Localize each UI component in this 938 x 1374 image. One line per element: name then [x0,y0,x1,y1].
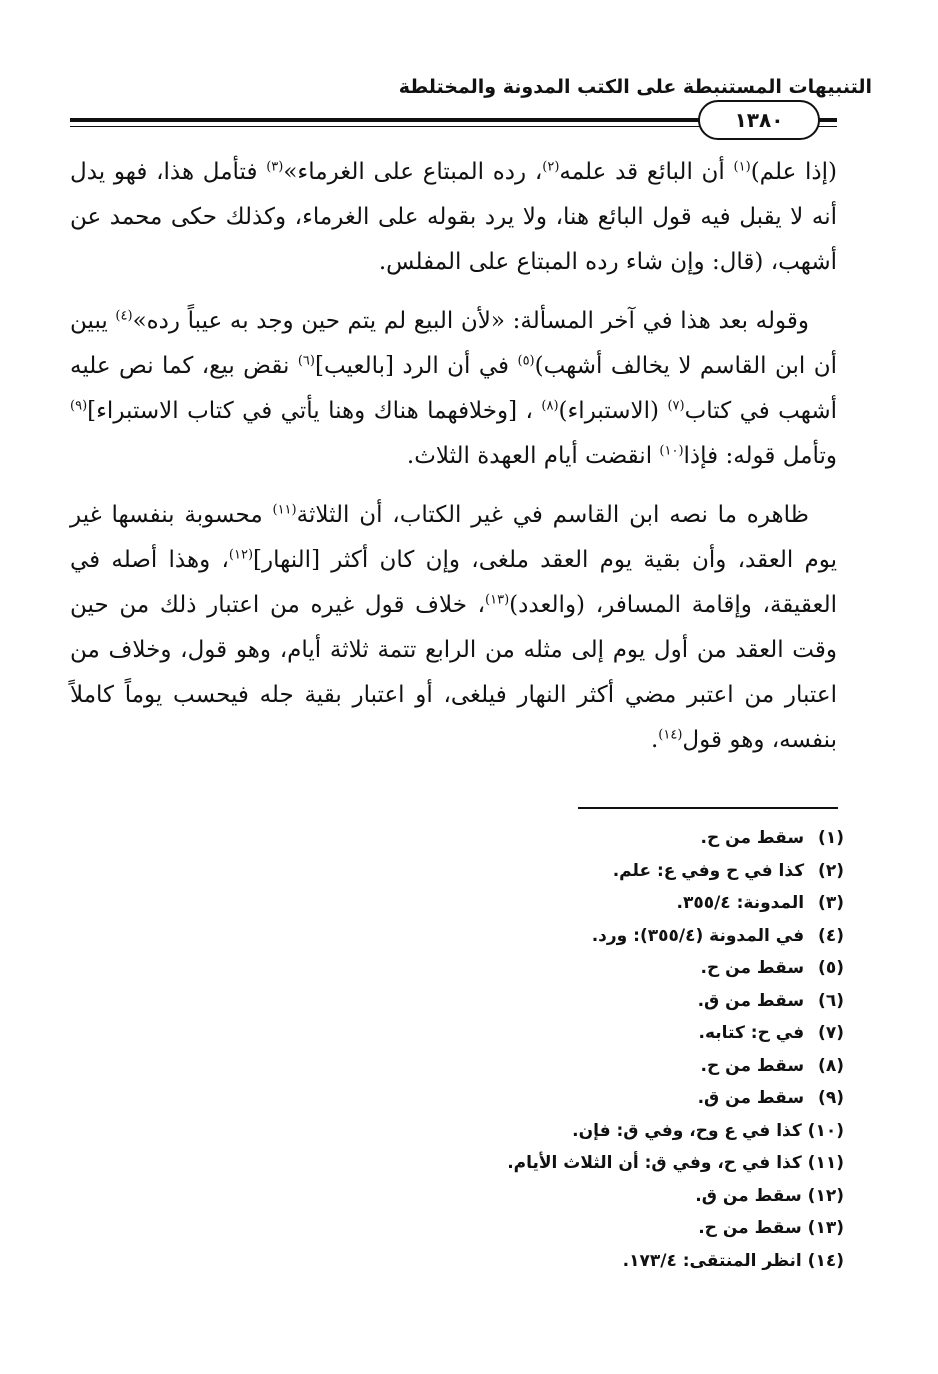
footnote-text: انظر المنتقى: ١٧٣/٤. [622,1250,808,1271]
running-title: التنبيهات المستنبطة على الكتب المدونة والمختلطة [398,76,872,98]
footnote-marker: (٣) [266,159,284,175]
footnote-text: سقط من ح. [700,828,810,848]
footnote-item [324,1245,844,1278]
footnote-marker: (١) [733,159,751,175]
text-run: ظاهره ما نصه ابن القاسم في غير الكتاب، أن الثلاثة [296,502,809,528]
footnote-marker: (٩) [70,398,88,414]
text-run: . [650,727,659,753]
footnote-text: كذا في ع وح، وفي ق: فإن. [572,1120,808,1141]
footnote-marker: (٨) [541,398,559,414]
footnote-marker: (١٣) [485,592,510,608]
footnote-marker: (١٠) [659,443,684,459]
text-run: في أن الرد [بالعيب] [314,353,518,379]
footnote-number: (١١) [807,1153,844,1173]
footnote-item [324,1017,844,1050]
footnote-item [324,920,844,953]
footnote-number: (٧) [818,1023,844,1043]
footnote-number: (٣) [818,893,844,913]
footnote-marker: (١٢) [228,547,254,563]
text-run: ، خلاف قول غيره من اعتبار ذلك من حين وقت العقد من أول يوم إلى مثله من الرابع تتمة ثلاثة أيام، وهو قول، وخلاف من اعتبار من اعتبر مضي أكثر النهار فيلغى، أو اعتبار بقية جله فيحسب يوماً كاملاً بنفسه، وهو قول [70,592,837,753]
footnote-text: سقط من ق. [695,1185,808,1206]
footnote-item [324,822,844,855]
main-text [70,150,837,763]
paragraph-2 [70,299,837,479]
paragraph-1 [70,150,837,285]
text-run: وتأمل قوله: فإذا [683,443,837,469]
paragraph-3 [70,493,837,763]
text-run: وقوله بعد هذا في آخر المسألة: «لأن البيع لم يتم حين وجد به عيباً رده» [132,308,809,334]
footnote-item [324,985,844,1018]
footnote-marker: (٧) [667,398,685,414]
footnote-marker: (٥) [517,353,535,369]
footnote-text: سقط من ق. [697,990,810,1011]
footnote-item [324,887,844,920]
page-number: ١٣٨٠ [698,100,820,140]
footnote-text: سقط من ق. [697,1088,810,1108]
footnote-item [324,1147,844,1180]
footnote-number: (١) [818,828,844,848]
footnote-item [324,1082,844,1115]
footnote-number: (١٤) [807,1250,844,1271]
footnote-text: سقط من ح. [698,1218,808,1238]
footnote-marker: (١٤) [658,727,683,743]
footnote-separator [578,807,838,809]
text-run: يبين أن ابن القاسم لا يخالف أشهب) [70,308,838,379]
footnote-text: كذا في ح، وفي ق: أن الثلاث الأيام. [507,1153,808,1173]
text-run: فتأمل هذا، فهو يدل أنه لا يقبل فيه قول البائع هنا، ولا يرد بقوله على الغرماء، وكذلك حكى محمد عن أشهب، (قال: وإن شاء رده المبتاع على المفلس. [70,159,837,275]
text-run: محسوبة بنفسها غير يوم العقد، وأن بقية يوم العقد ملغى، وإن كان أكثر [النهار] [70,502,837,573]
footnote-number: (٩) [818,1088,844,1108]
footnote-item [324,1180,844,1213]
footnote-number: (١٢) [807,1185,844,1206]
footnote-text: سقط من ح. [700,958,810,978]
footnote-number: (١٠) [807,1120,844,1141]
footnote-number: (٨) [818,1055,844,1076]
footnote-number: (٥) [818,958,844,978]
footnote-number: (١٣) [807,1218,844,1238]
text-run: (الاستبراء) [558,398,668,424]
text-run: أن البائع قد علمه [559,159,734,185]
footnote-text: كذا في ح وفي ع: علم. [612,860,810,881]
text-run: ، وهذا أصله في العقيقة، وإقامة المسافر، (والعدد) [70,547,838,618]
footnote-number: (٦) [818,990,844,1011]
text-run: ، [وخلافهما هناك وهنا يأتي في كتاب الاستبراء] [87,398,542,424]
footnote-text: سقط من ح. [700,1055,810,1076]
footnote-marker: (٤) [115,308,133,324]
footnote-marker: (١١) [272,502,297,518]
footnote-text: في ح: كتابه. [698,1023,810,1043]
footnote-item [324,855,844,888]
footnote-number: (٢) [818,860,844,881]
footnote-marker: (٢) [542,159,560,175]
text-run: (إذا علم) [750,159,838,185]
footnote-number: (٤) [818,925,844,946]
footnotes-list [324,822,844,1277]
footnote-item [324,1115,844,1148]
footnote-item [324,952,844,985]
footnote-text: في المدونة (٣٥٥/٤): ورد. [591,925,810,946]
text-run: نقض بيع، كما نص عليه أشهب في كتاب [70,353,838,424]
footnote-text: المدونة: ٣٥٥/٤. [676,893,810,913]
text-run: ، رده المبتاع على الغرماء» [283,159,543,185]
footnote-marker: (٦) [297,353,315,369]
footnote-item [324,1050,844,1083]
footnote-item [324,1212,844,1245]
text-run: انقضت أيام العهدة الثلاث. [406,443,660,469]
